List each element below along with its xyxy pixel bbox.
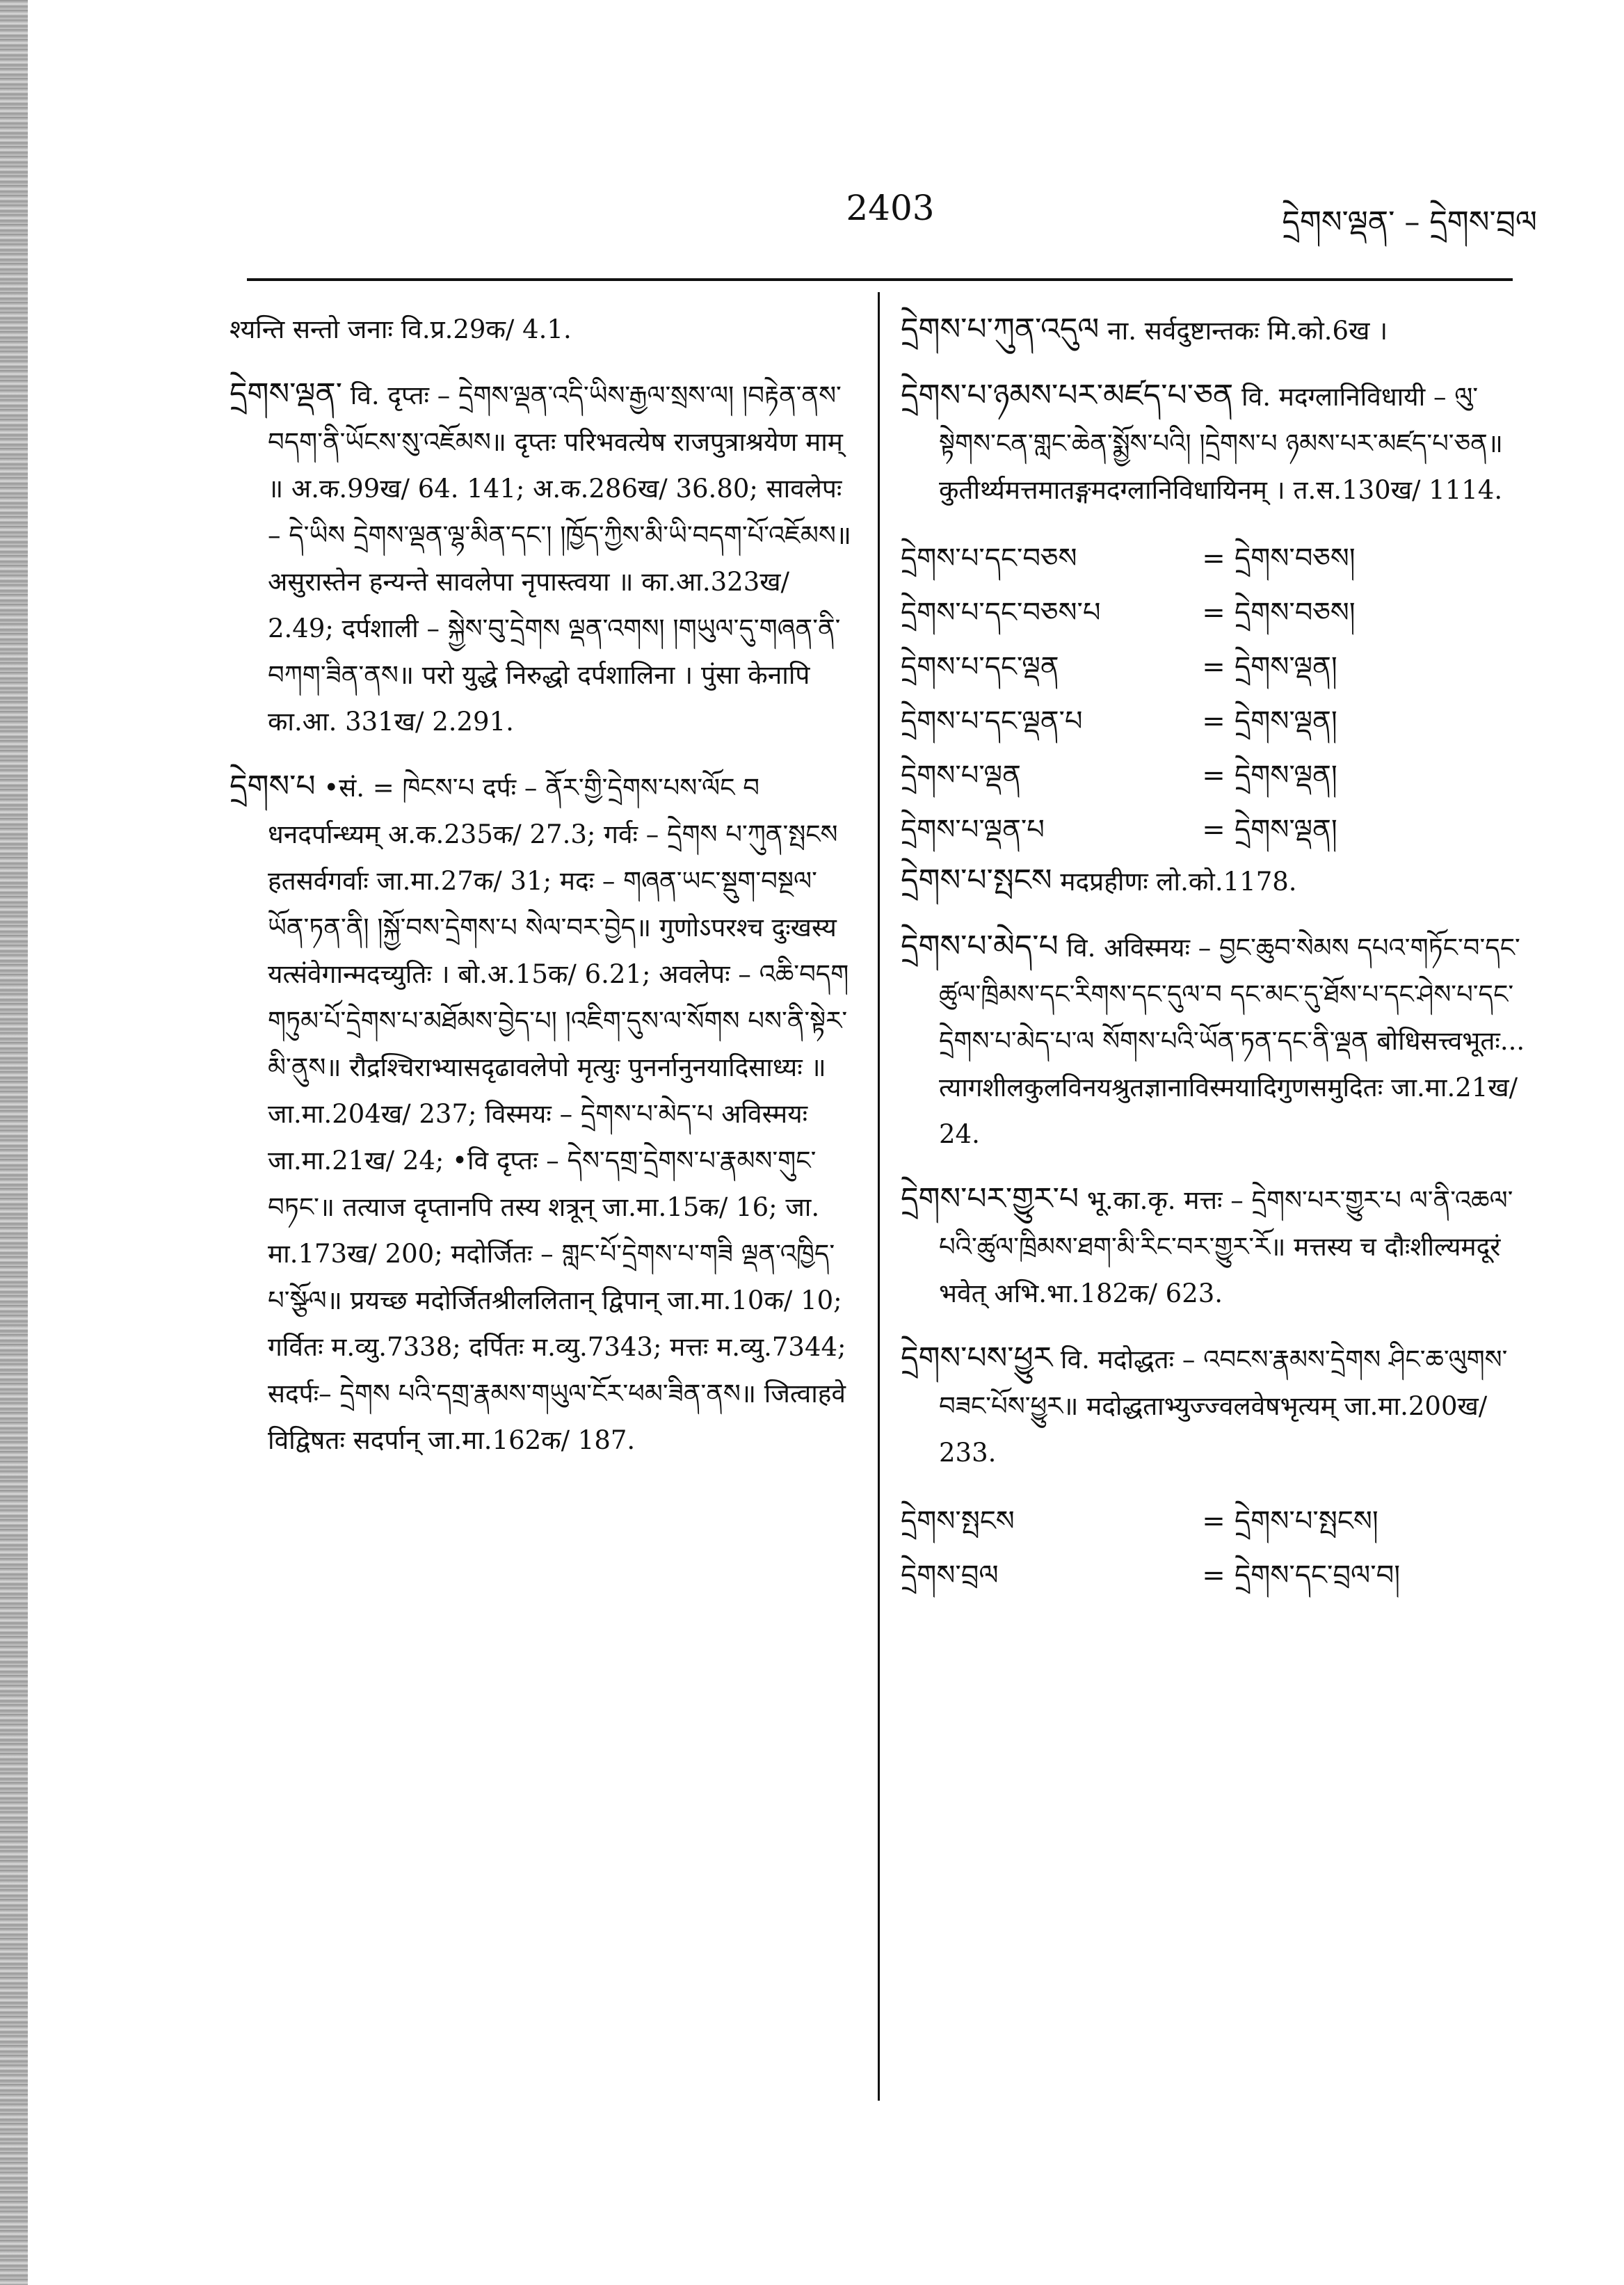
running-head: དྲེགས་ལྡན་ – དྲེགས་བྲལ — [1282, 205, 1537, 240]
entry — [901, 1176, 1527, 1317]
entry-body: भू.का.कृ. मत्तः – དྲེགས་པར་གྱུར་པ ལ་ནི་འཆལ་པའི་ཚུལ་ཁྲིམས་ཐག་མི་རིང་བར་གྱུར་རོ॥ मत्तस्य च दौःशील्यमदूरं भवेत् अभि.भा.182क/ 623. — [939, 1185, 1513, 1308]
left-column — [230, 306, 855, 1482]
binding-edge — [0, 0, 28, 2285]
entry-body: वि. मदोद्धतः – འབངས་རྣམས་དྲེགས ཤིང་ཆ་ལུགས་བཟང་པོས་ཕྱུར॥ मदोद्धताभ्युज्ज्वलवेषभृत्यम् जा.मा.200ख/ 233. — [939, 1345, 1508, 1468]
right-column — [901, 306, 1527, 1603]
xref-term: དྲེགས་པ་ལྡན་པ — [901, 814, 1045, 846]
xref-term: དྲེགས་པ་དང་བཅས་པ — [901, 597, 1101, 629]
entry-body: ना. सर्वदुष्टान्तकः मि.को.6ख । — [1107, 316, 1388, 346]
xref-equals: = — [1202, 760, 1225, 792]
xref-term: དྲེགས་སྤངས — [901, 1505, 1015, 1537]
entry — [230, 763, 855, 1464]
headword: དྲེགས་པས་ཕྱུར — [901, 1340, 1053, 1376]
xref-target: དྲེགས་བཅས། — [1235, 543, 1356, 575]
xref-equals: = — [1202, 705, 1225, 737]
headword: དྲེགས་པ་མེད་པ — [901, 929, 1059, 964]
xref-target: དྲེགས་དང་བྲལ་བ། — [1235, 1560, 1401, 1592]
entry — [901, 923, 1527, 1157]
header-rule — [247, 278, 1513, 281]
entry — [901, 372, 1527, 513]
headword: དྲེགས་པ་སྤངས — [901, 863, 1052, 898]
xref-target: དྲེགས་ལྡན། — [1235, 651, 1337, 683]
headword: དྲེགས་པར་གྱུར་པ — [901, 1181, 1079, 1217]
xref-target: དྲེགས་པ་སྤངས། — [1235, 1505, 1378, 1537]
xref-equals: = — [1202, 597, 1225, 629]
entry — [230, 371, 855, 745]
xref-target: དྲེགས་བཅས། — [1235, 597, 1356, 629]
xref-term: དྲེགས་པ་ལྡན — [901, 760, 1021, 792]
entry — [230, 306, 855, 353]
xref-equals: = — [1202, 651, 1225, 683]
headword: དྲེགས་པ་ཉམས་པར་མཛད་པ་ཅན — [901, 378, 1234, 413]
column-divider — [878, 292, 880, 2101]
xref-term: དྲེགས་པ་དང་བཅས — [901, 543, 1077, 575]
entry — [901, 306, 1527, 354]
xref-term: དྲེགས་བྲལ — [901, 1560, 999, 1592]
entry-body: वि. अविस्मयः – བྱང་ཆུབ་སེམས དཔའ་གཏོང་བ་དང་ཚུལ་ཁྲིམས་དང་རིགས་དང་དུལ་བ དང་མང་དུ་ཐོས་པ་དང་ཤེས་པ་དང་དྲེགས་པ་མེད་པ་ལ སོགས་པའི་ཡོན་ཏན་དང་ནི་ལྡན बोधिसत्त्वभूतः... त्यागशीलकुलविनयश्रुतज्ञानाविस्मयादिगुणसमुदितः जा.मा.21ख/ 24. — [939, 933, 1525, 1149]
xref-equals: = — [1202, 1505, 1225, 1537]
entry — [901, 857, 1527, 905]
entry-body: •सं. = ཁེངས་པ दर्पः – ནོར་གྱི་དྲེགས་པས་ལོང བ धनदर्पान्ध्यम् अ.क.235क/ 27.3; गर्वः – དྲེགས པ་ཀུན་སྤངས हतसर्वगर्वाः जा.मा.27क/ 31; मदः – གཞན་ཡང་སྡུག་བསྔལ་ཡོན་ཏན་ནི། །སྐྱོ་བས་དྲེགས་པ སེལ་བར་བྱེད॥ गुणोऽपरश्च दुःखस्य यत्संवेगान्मदच्युतिः । बो.अ.15क/ 6.21; अवलेपः – འཆི་བདག གཏུམ་པོ་དྲེགས་པ་མཐོམས་བྱེད་པ། །འཇིག་དུས་ལ་སོགས པས་ནི་སྟེར་མི་ནུས॥ रौद्रश्चिराभ्यासदृढावलेपो मृत्युः पुनर्नानुनयादिसाध्यः ॥ जा.मा.204ख/ 237; विस्मयः – དྲེགས་པ་མེད་པ अविस्मयः जा.मा.21ख/ 24; •वि दृप्तः – དེས་དགྲ་དྲེགས་པ་རྣམས་གུང་བཏང་॥ तत्याज दृप्तानपि तस्य शत्रून् जा.मा.15क/ 16; जा. मा.173ख/ 200; मदोर्जितः – གླང་པོ་དྲེགས་པ་གཟི ལྡན་འཁྱིད་པ་སྩོལ॥ प्रयच्छ मदोर्जितश्रीललितान् द्विपान् जा.मा.10क/ 10; गर्वितः म.व्यु.7338; दर्पितः म.व्यु.7343; मत्तः म.व्यु.7344; सदर्पः– དྲེགས པའི་དགྲ་རྣམས་གཡུལ་ངོར་ཕམ་ཟིན་ནས॥ जित्वाहवे विद्विषतः सदर्पान् जा.मा.162क/ 187. — [268, 773, 849, 1455]
headword: དྲེགས་ལྡན་ — [230, 376, 342, 412]
xref-equals: = — [1202, 543, 1225, 575]
xref-target: དྲེགས་ལྡན། — [1235, 760, 1337, 792]
page-number: 2403 — [846, 188, 935, 228]
entry-body: वि. मदग्लानिविधायी – ལུ་སྟེགས་ངན་གླང་ཆེན་སྨྱོས་པའི། །དྲེགས་པ ཉམས་པར་མཛད་པ་ཅན॥ कुतीर्थ्यमत्तमातङ्गमदग्लानिविधायिनम् । त.स.130ख/ 1114. — [939, 382, 1503, 505]
xref-equals: = — [1202, 1560, 1225, 1592]
cross-reference-list — [901, 1494, 1527, 1603]
headword: དྲེགས་པ་ཀུན་འདུལ — [901, 312, 1100, 347]
xref-target: དྲེགས་ལྡན། — [1235, 705, 1337, 737]
entry-body: वि. दृप्तः – དྲེགས་ལྡན་འདི་ཡིས་རྒྱལ་སྲས་ལ། །བརྟེན་ནས་བདག་ནི་ཡོངས་སུ་འཇོམས॥ दृप्तः परिभवत्येष राजपुत्राश्रयेण माम् ॥ अ.क.99ख/ 64. 141; अ.क.286ख/ 36.80; सावलेपः – དེ་ཡིས དྲེགས་ལྡན་ལྷ་མིན་དང་། །ཁྱོད་ཀྱིས་མི་ཡི་བདག་པོ་འཇོམས॥ असुरास्तेन हन्यन्ते सावलेपा नृपास्त्वया ॥ का.आ.323ख/ 2.49; दर्पशाली – སྐྱེས་བུ་དྲེགས ལྡན་འགས། །གཡུལ་དུ་གཞན་ནི་བཀག་ཟིན་ནས॥ परो युद्धे निरुद्धो दर्पशालिना । पुंसा केनापि का.आ. 331ख/ 2.291. — [268, 380, 851, 737]
xref-target: དྲེགས་ལྡན། — [1235, 814, 1337, 846]
xref-term: དྲེགས་པ་དང་ལྡན — [901, 651, 1059, 683]
cross-reference-list — [901, 531, 1527, 857]
entry-body: श्यन्ति सन्तो जनाः वि.प्र.29क/ 4.1. — [230, 314, 572, 344]
xref-equals: = — [1202, 814, 1225, 846]
headword: དྲེགས་པ — [230, 769, 316, 804]
xref-term: དྲེགས་པ་དང་ལྡན་པ — [901, 705, 1083, 737]
entry — [901, 1335, 1527, 1476]
entry-body: मदप्रहीणः लो.को.1178. — [1060, 867, 1297, 897]
